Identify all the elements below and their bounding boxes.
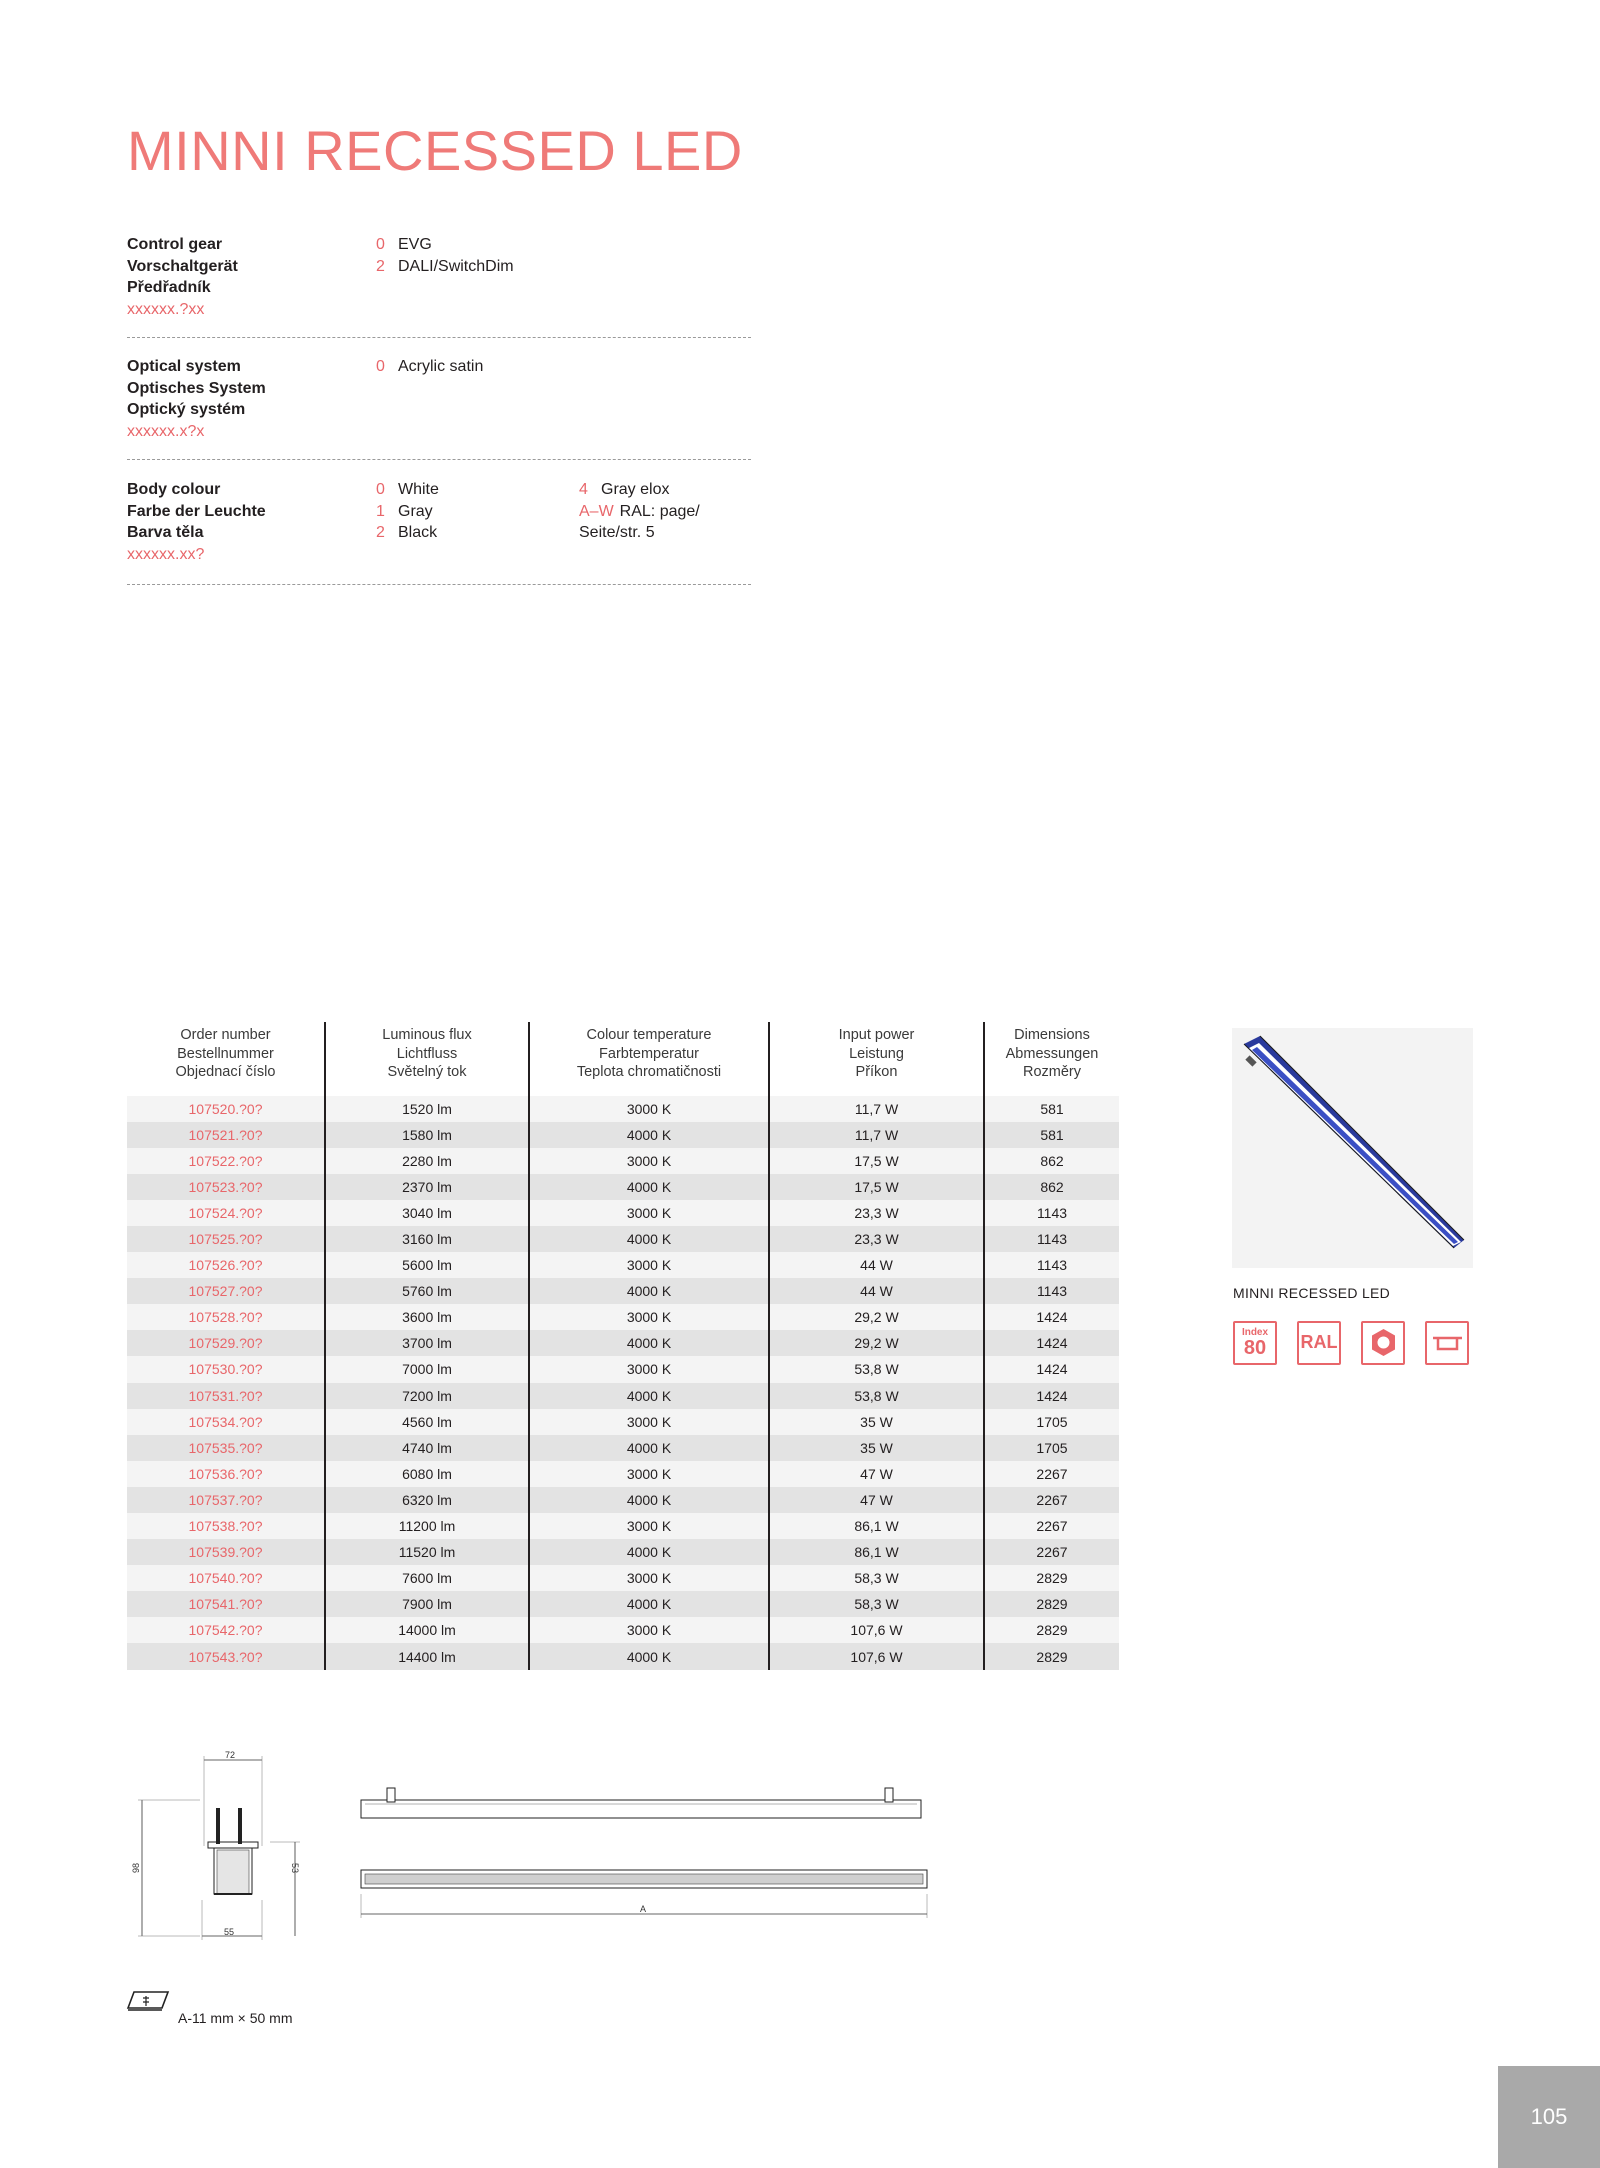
cell-luminous-flux: 14000 lm (325, 1617, 529, 1643)
table-row (127, 1096, 1119, 1122)
cell-order-number: 107536.?0? (127, 1461, 325, 1487)
cell-colour-temperature: 4000 K (529, 1122, 769, 1148)
cell-dimensions: 1143 (984, 1278, 1119, 1304)
table-row (127, 1409, 1119, 1435)
spec-labels (127, 234, 238, 320)
cell-colour-temperature: 3000 K (529, 1409, 769, 1435)
table-row (127, 1252, 1119, 1278)
cell-luminous-flux: 14400 lm (325, 1643, 529, 1669)
product-caption: MINNI RECESSED LED (1233, 1285, 1391, 1301)
dim-length-label: A (639, 1904, 647, 1914)
cell-dimensions: 1424 (984, 1330, 1119, 1356)
cell-colour-temperature: 4000 K (529, 1383, 769, 1409)
cell-luminous-flux: 7600 lm (325, 1565, 529, 1591)
option-item: 2 Black (376, 524, 438, 541)
cell-dimensions: 2267 (984, 1487, 1119, 1513)
cell-input-power: 47 W (769, 1461, 984, 1487)
cell-luminous-flux: 6080 lm (325, 1461, 529, 1487)
dim-base-label: 55 (223, 1927, 235, 1937)
cell-luminous-flux: 3040 lm (325, 1200, 529, 1226)
table-row (127, 1539, 1119, 1565)
ral-icon: RAL (1297, 1321, 1341, 1365)
cell-luminous-flux: 11520 lm (325, 1539, 529, 1565)
cell-luminous-flux: 1520 lm (325, 1096, 529, 1122)
cell-luminous-flux: 2370 lm (325, 1174, 529, 1200)
cell-dimensions: 2267 (984, 1461, 1119, 1487)
cell-input-power: 47 W (769, 1487, 984, 1513)
table-row (127, 1643, 1119, 1669)
cell-dimensions: 2829 (984, 1643, 1119, 1669)
cell-order-number: 107524.?0? (127, 1200, 325, 1226)
label-en: Control gear (127, 236, 223, 253)
luminaire-illustration (1232, 1028, 1473, 1268)
code-pattern: xxxxxx.xx? (127, 545, 205, 563)
cell-order-number: 107526.?0? (127, 1252, 325, 1278)
cell-order-number: 107530.?0? (127, 1356, 325, 1382)
table-row (127, 1304, 1119, 1330)
cell-dimensions: 1424 (984, 1383, 1119, 1409)
cell-order-number: 107522.?0? (127, 1148, 325, 1174)
divider (127, 337, 751, 338)
cell-order-number: 107527.?0? (127, 1278, 325, 1304)
cell-dimensions: 1143 (984, 1226, 1119, 1252)
cell-order-number: 107520.?0? (127, 1096, 325, 1122)
cell-colour-temperature: 4000 K (529, 1226, 769, 1252)
col-colour-temperature: Colour temperature Farbtemperatur Teplota chromatičnosti (529, 1022, 769, 1096)
cell-dimensions: 581 (984, 1096, 1119, 1122)
cell-colour-temperature: 3000 K (529, 1461, 769, 1487)
table-row (127, 1461, 1119, 1487)
option-item: 0 EVG (376, 236, 432, 253)
cell-luminous-flux: 2280 lm (325, 1148, 529, 1174)
cell-order-number: 107541.?0? (127, 1591, 325, 1617)
col-dimensions: Dimensions Abmessungen Rozměry (1005, 1027, 1099, 1080)
option-item: 4 Gray elox (579, 481, 670, 498)
page-title: MINNI RECESSED LED (127, 119, 743, 182)
col-order-number: Order number Bestellnummer Objednací číslo (127, 1022, 325, 1096)
cell-dimensions: 2267 (984, 1513, 1119, 1539)
option-item: 2 DALI/SwitchDim (376, 257, 514, 275)
side-view-drawing (355, 1770, 930, 1930)
cell-dimensions: 2267 (984, 1539, 1119, 1565)
cell-input-power: 107,6 W (769, 1643, 984, 1669)
cutout-dimensions: A-11 mm × 50 mm (178, 2010, 293, 2026)
cell-dimensions: 2829 (984, 1591, 1119, 1617)
table-row (127, 1278, 1119, 1304)
cell-colour-temperature: 4000 K (529, 1330, 769, 1356)
cell-input-power: 23,3 W (769, 1226, 984, 1252)
cell-luminous-flux: 7200 lm (325, 1383, 529, 1409)
table-row (127, 1174, 1119, 1200)
col-luminous-flux: Luminous flux Lichtfluss Světelný tok (325, 1022, 529, 1096)
cell-dimensions: 1705 (984, 1409, 1119, 1435)
cell-order-number: 107528.?0? (127, 1304, 325, 1330)
table-row (127, 1148, 1119, 1174)
cell-input-power: 17,5 W (769, 1174, 984, 1200)
product-image (1232, 1028, 1473, 1268)
options-col-2 (579, 479, 700, 544)
cell-luminous-flux: 7900 lm (325, 1591, 529, 1617)
table-row (127, 1487, 1119, 1513)
cell-input-power: 35 W (769, 1435, 984, 1461)
cell-input-power: 86,1 W (769, 1539, 984, 1565)
cell-colour-temperature: 3000 K (529, 1617, 769, 1643)
cell-order-number: 107540.?0? (127, 1565, 325, 1591)
cell-luminous-flux: 5760 lm (325, 1278, 529, 1304)
cell-luminous-flux: 4740 lm (325, 1435, 529, 1461)
cell-colour-temperature: 3000 K (529, 1513, 769, 1539)
cell-order-number: 107538.?0? (127, 1513, 325, 1539)
table-row (127, 1200, 1119, 1226)
table-header-row (127, 1022, 1119, 1096)
cell-order-number: 107537.?0? (127, 1487, 325, 1513)
table-row (127, 1226, 1119, 1252)
cell-colour-temperature: 3000 K (529, 1200, 769, 1226)
cell-dimensions: 1424 (984, 1304, 1119, 1330)
cell-order-number: 107543.?0? (127, 1643, 325, 1669)
cell-dimensions: 2829 (984, 1617, 1119, 1643)
nut-icon (1361, 1321, 1405, 1365)
recessed-profile-icon (1425, 1321, 1469, 1365)
cell-input-power: 11,7 W (769, 1096, 984, 1122)
dim-height-label: 98 (131, 1862, 141, 1874)
table-row (127, 1565, 1119, 1591)
label-cz: Optický systém (127, 401, 246, 418)
cell-input-power: 23,3 W (769, 1200, 984, 1226)
cell-order-number: 107521.?0? (127, 1122, 325, 1148)
table-row (127, 1617, 1119, 1643)
cell-input-power: 53,8 W (769, 1383, 984, 1409)
cell-input-power: 86,1 W (769, 1513, 984, 1539)
spec-body-colour (127, 479, 751, 585)
label-de: Optisches System (127, 379, 266, 397)
cell-luminous-flux: 11200 lm (325, 1513, 529, 1539)
cell-luminous-flux: 3700 lm (325, 1330, 529, 1356)
cell-colour-temperature: 3000 K (529, 1096, 769, 1122)
cell-input-power: 29,2 W (769, 1330, 984, 1356)
cell-order-number: 107525.?0? (127, 1226, 325, 1252)
label-de: Farbe der Leuchte (127, 502, 266, 520)
page-number: 105 (1498, 2066, 1600, 2168)
table-row (127, 1591, 1119, 1617)
cell-colour-temperature: 4000 K (529, 1591, 769, 1617)
dim-width-label: 72 (224, 1750, 236, 1760)
cell-order-number: 107529.?0? (127, 1330, 325, 1356)
index-80-icon: Index 80 (1233, 1321, 1277, 1365)
cell-luminous-flux: 5600 lm (325, 1252, 529, 1278)
cell-colour-temperature: 4000 K (529, 1174, 769, 1200)
table-row (127, 1122, 1119, 1148)
ceiling-cutout-icon (126, 1988, 172, 2014)
cell-colour-temperature: 3000 K (529, 1304, 769, 1330)
option-item: A–W RAL: page/ (579, 502, 700, 520)
cell-input-power: 58,3 W (769, 1565, 984, 1591)
cell-input-power: 44 W (769, 1252, 984, 1278)
cell-dimensions: 862 (984, 1148, 1119, 1174)
cross-section-drawing (130, 1750, 310, 1950)
cell-colour-temperature: 3000 K (529, 1356, 769, 1382)
cell-input-power: 11,7 W (769, 1122, 984, 1148)
options-col (376, 234, 514, 277)
label-cz: Barva těla (127, 524, 204, 541)
cell-input-power: 44 W (769, 1278, 984, 1304)
cell-order-number: 107523.?0? (127, 1174, 325, 1200)
divider (127, 584, 751, 585)
divider (127, 459, 751, 460)
code-pattern: xxxxxx.?xx (127, 300, 205, 318)
table-row (127, 1513, 1119, 1539)
cell-luminous-flux: 1580 lm (325, 1122, 529, 1148)
option-item: 0 Acrylic satin (376, 358, 484, 375)
cell-colour-temperature: 4000 K (529, 1435, 769, 1461)
cell-colour-temperature: 3000 K (529, 1148, 769, 1174)
cell-colour-temperature: 4000 K (529, 1643, 769, 1669)
table-row (127, 1330, 1119, 1356)
options-col (376, 356, 483, 378)
cell-colour-temperature: 3000 K (529, 1565, 769, 1591)
cell-dimensions: 862 (984, 1174, 1119, 1200)
cell-input-power: 58,3 W (769, 1591, 984, 1617)
col-input-power: Input power Leistung Příkon (769, 1022, 984, 1096)
options-col (376, 479, 439, 544)
cell-dimensions: 1143 (984, 1252, 1119, 1278)
cell-input-power: 35 W (769, 1409, 984, 1435)
table-row (127, 1356, 1119, 1382)
cell-input-power: 17,5 W (769, 1148, 984, 1174)
cell-luminous-flux: 6320 lm (325, 1487, 529, 1513)
cell-dimensions: 2829 (984, 1565, 1119, 1591)
option-item: Seite/str. 5 (579, 524, 655, 541)
cell-order-number: 107534.?0? (127, 1409, 325, 1435)
cell-colour-temperature: 3000 K (529, 1252, 769, 1278)
spec-optical-system (127, 356, 751, 460)
label-de: Vorschaltgerät (127, 257, 238, 275)
table-body (127, 1096, 1119, 1670)
label-cz: Předřadník (127, 279, 211, 296)
cell-luminous-flux: 3160 lm (325, 1226, 529, 1252)
label-en: Optical system (127, 358, 241, 375)
cell-order-number: 107542.?0? (127, 1617, 325, 1643)
cell-dimensions: 1143 (984, 1200, 1119, 1226)
cell-input-power: 107,6 W (769, 1617, 984, 1643)
order-table (127, 1022, 1119, 1670)
option-item: 0 White (376, 481, 439, 498)
cell-dimensions: 581 (984, 1122, 1119, 1148)
cell-input-power: 53,8 W (769, 1356, 984, 1382)
cell-dimensions: 1424 (984, 1356, 1119, 1382)
cell-order-number: 107535.?0? (127, 1435, 325, 1461)
cell-luminous-flux: 4560 lm (325, 1409, 529, 1435)
cell-colour-temperature: 4000 K (529, 1487, 769, 1513)
cell-input-power: 29,2 W (769, 1304, 984, 1330)
dim-body-label: 53 (290, 1862, 300, 1874)
code-pattern: xxxxxx.x?x (127, 422, 205, 440)
cell-luminous-flux: 3600 lm (325, 1304, 529, 1330)
cell-colour-temperature: 4000 K (529, 1539, 769, 1565)
cell-colour-temperature: 4000 K (529, 1278, 769, 1304)
cell-luminous-flux: 7000 lm (325, 1356, 529, 1382)
spec-labels (127, 479, 266, 565)
spec-control-gear (127, 234, 751, 338)
spec-labels (127, 356, 266, 442)
cell-dimensions: 1705 (984, 1435, 1119, 1461)
label-en: Body colour (127, 481, 221, 498)
cell-order-number: 107531.?0? (127, 1383, 325, 1409)
table-row (127, 1383, 1119, 1409)
cell-order-number: 107539.?0? (127, 1539, 325, 1565)
option-item: 1 Gray (376, 502, 433, 520)
table-row (127, 1435, 1119, 1461)
